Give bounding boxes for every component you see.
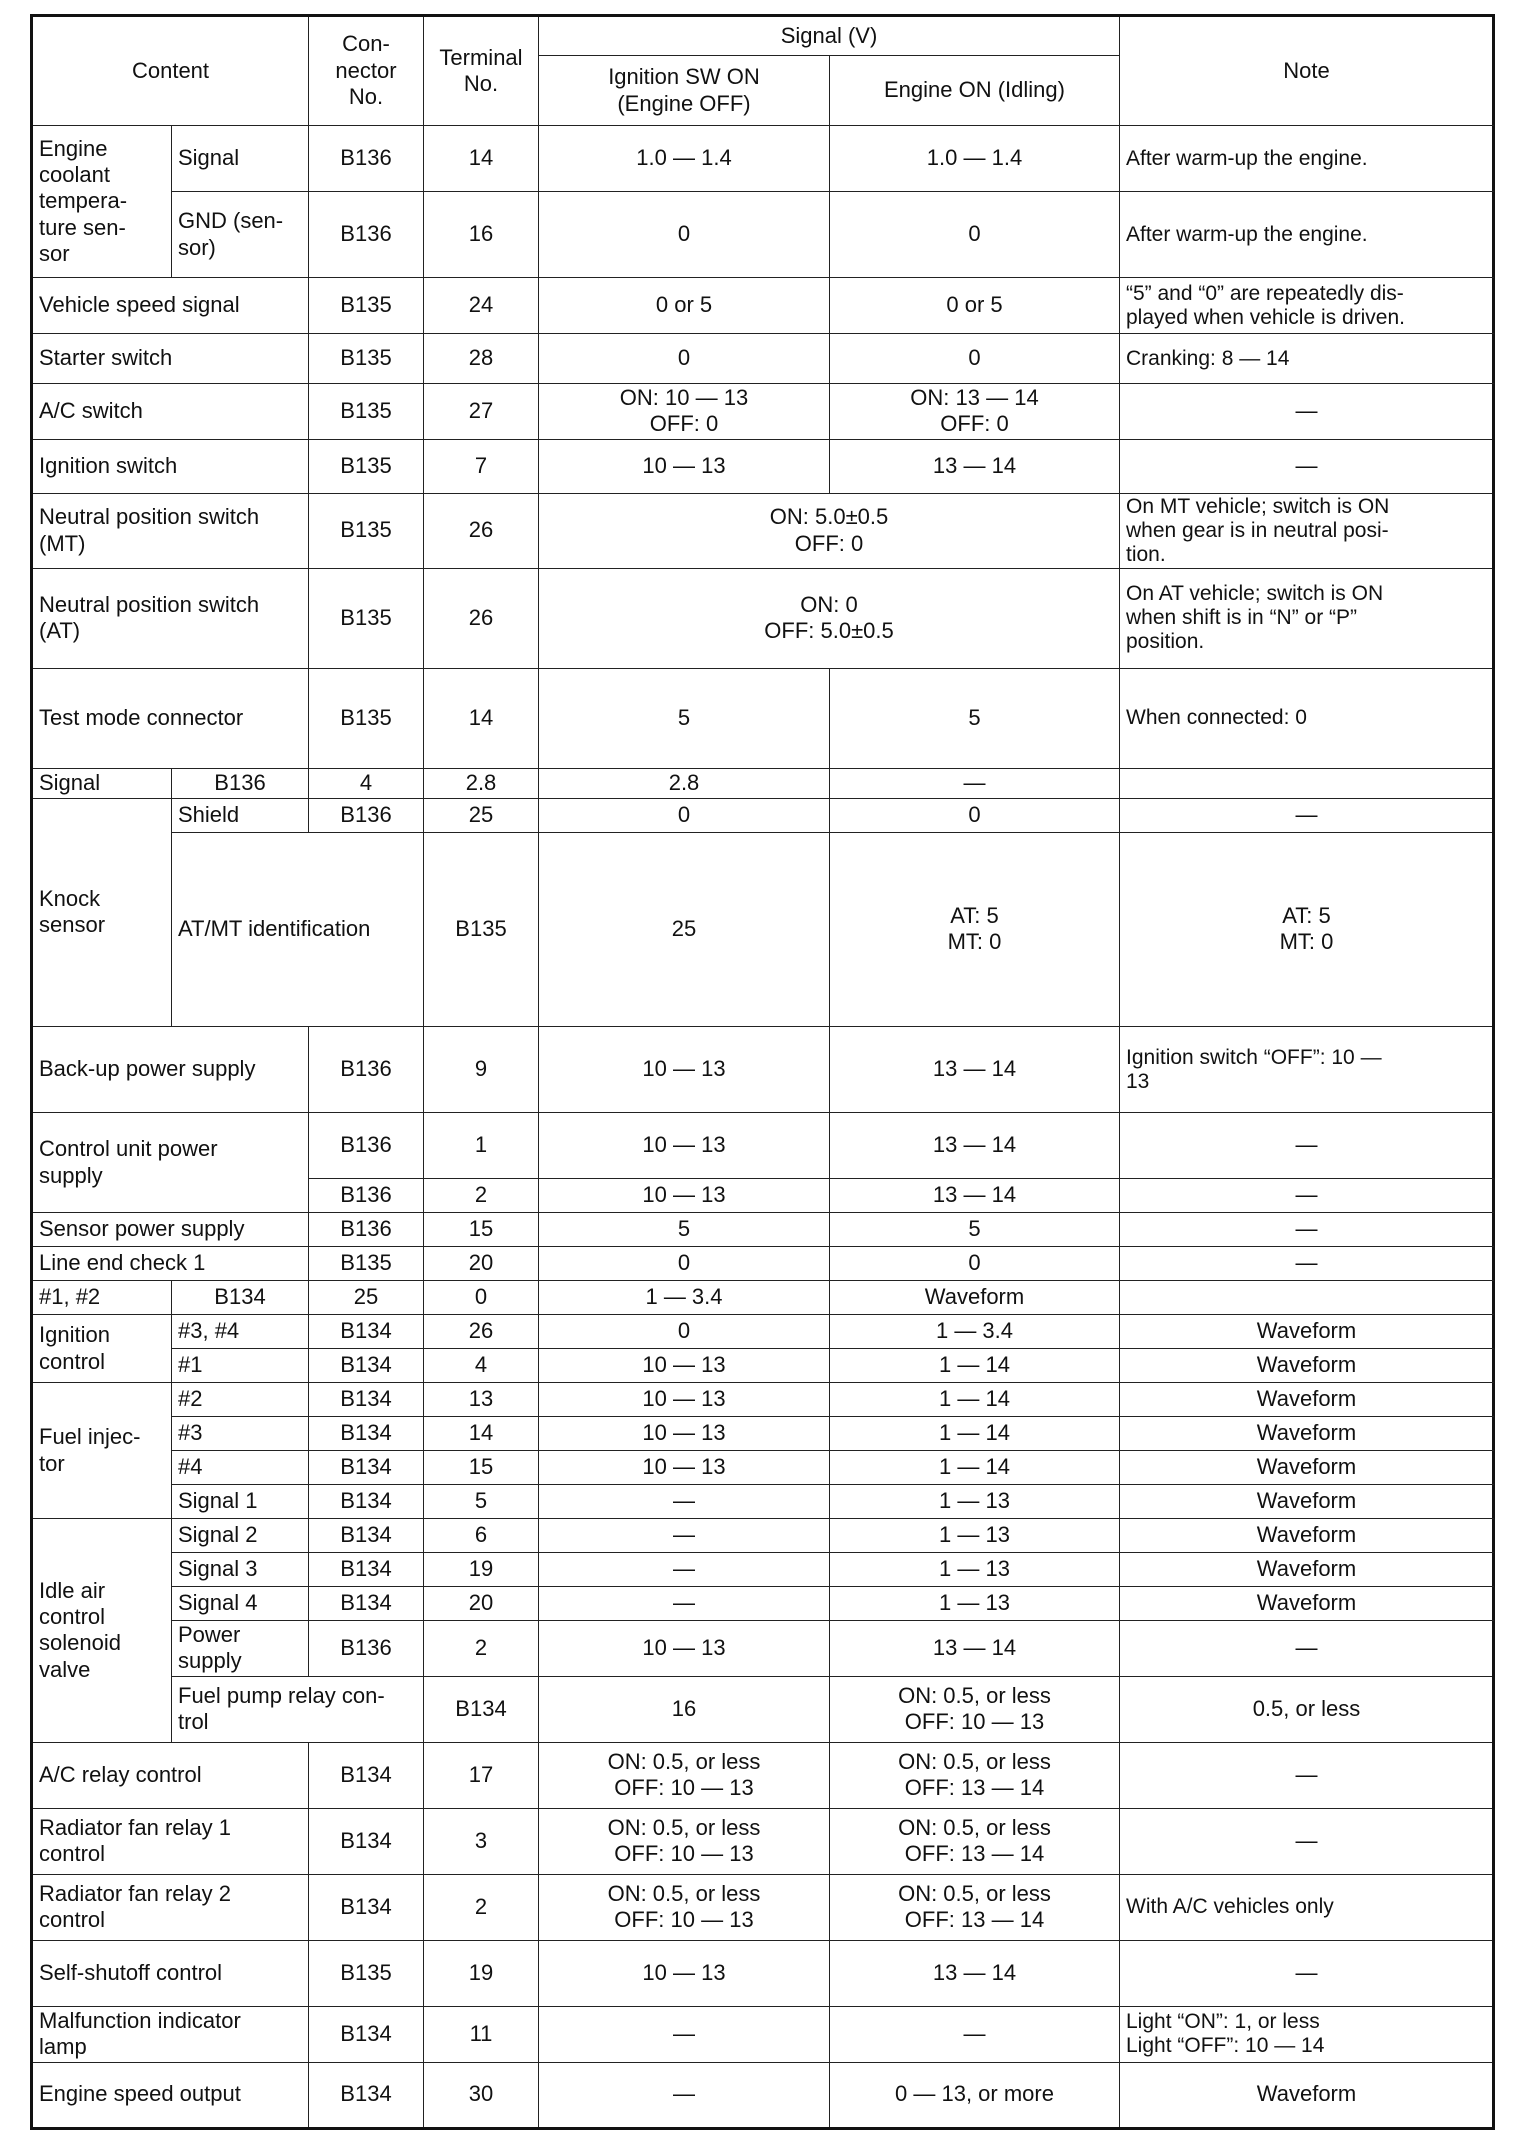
signal-ignition-on: — <box>539 1553 830 1587</box>
terminal-no: 15 <box>424 1213 539 1247</box>
table-row <box>32 832 1494 1027</box>
terminal-no: 25 <box>309 1281 424 1315</box>
signal-ignition-on: 0 <box>539 1247 830 1281</box>
table-row <box>32 1247 1494 1281</box>
note: Waveform <box>1120 1315 1494 1349</box>
signal-engine-on: 1 — 14 <box>830 1349 1120 1383</box>
note: After warm-up the engine. <box>1120 126 1494 192</box>
connector-no: B136 <box>309 1179 424 1213</box>
signal-ignition-on: 5 <box>539 1213 830 1247</box>
connector-no: B136 <box>309 192 424 278</box>
note: Waveform <box>1120 1383 1494 1417</box>
signal-combined: ON: 5.0±0.5 OFF: 0 <box>539 493 1120 568</box>
connector-no: B135 <box>309 278 424 334</box>
note: Waveform <box>1120 1553 1494 1587</box>
item-name: Back-up power supply <box>32 1027 309 1113</box>
signal-ignition-on: 0 or 5 <box>539 278 830 334</box>
note: Waveform <box>830 1281 1120 1315</box>
note: With A/C vehicles only <box>1120 1874 1494 1940</box>
table-row <box>32 1874 1494 1940</box>
signal-ignition-on: ON: 0.5, or less OFF: 10 — 13 <box>830 1676 1120 1742</box>
note: — <box>1120 1213 1494 1247</box>
connector-no: B134 <box>309 1485 424 1519</box>
signal-engine-on: 1 — 3.4 <box>830 1315 1120 1349</box>
table-row <box>32 1027 1494 1113</box>
terminal-no: 16 <box>539 1676 830 1742</box>
table-row <box>32 2062 1494 2128</box>
item-name: Fuel pump relay con- trol <box>172 1676 424 1742</box>
terminal-no: 30 <box>424 2062 539 2128</box>
terminal-no: 14 <box>424 1417 539 1451</box>
item-sub-name: #3 <box>172 1417 309 1451</box>
item-name: Control unit power supply <box>32 1113 309 1213</box>
signal-ignition-on: ON: 0.5, or less OFF: 10 — 13 <box>539 1742 830 1808</box>
connector-no: B134 <box>172 1281 309 1315</box>
signal-engine-on: 1 — 14 <box>830 1383 1120 1417</box>
terminal-no: 16 <box>424 192 539 278</box>
table-row <box>32 1587 1494 1621</box>
header-engine-on-idling: Engine ON (Idling) <box>830 56 1120 126</box>
connector-no: B134 <box>309 1315 424 1349</box>
header-content: Content <box>32 16 309 126</box>
table-row <box>32 1742 1494 1808</box>
signal-engine-on: 13 — 14 <box>830 1179 1120 1213</box>
connector-no: B134 <box>309 1417 424 1451</box>
signal-ignition-on: 10 — 13 <box>539 439 830 493</box>
connector-no: B136 <box>309 1213 424 1247</box>
signal-ignition-on: 10 — 13 <box>539 1621 830 1677</box>
terminal-no: 3 <box>424 1808 539 1874</box>
item-sub-name: #1, #2 <box>32 1281 172 1315</box>
header-connector-no: Con- nector No. <box>309 16 424 126</box>
note: Light “ON”: 1, or less Light “OFF”: 10 — 14 <box>1120 2006 1494 2062</box>
signal-ignition-on: — <box>539 1519 830 1553</box>
item-sub-name: GND (sen- sor) <box>172 192 309 278</box>
signal-engine-on: 13 — 14 <box>830 1027 1120 1113</box>
terminal-no: 2 <box>424 1179 539 1213</box>
group-label-ignition: Ignition control <box>32 1315 172 1383</box>
table-row <box>32 768 1494 798</box>
signal-ignition-on: 10 — 13 <box>539 1027 830 1113</box>
terminal-no: 6 <box>424 1519 539 1553</box>
table-row <box>32 1417 1494 1451</box>
connector-no: B134 <box>424 1676 539 1742</box>
note: “5” and “0” are repeatedly dis- played when vehicle is driven. <box>1120 278 1494 334</box>
table-row <box>32 1621 1494 1677</box>
signal-engine-on: 5 <box>830 1213 1120 1247</box>
ecm-io-signal-table <box>30 14 1495 2130</box>
signal-ignition-on: 1.0 — 1.4 <box>539 126 830 192</box>
signal-engine-on: 13 — 14 <box>830 1113 1120 1179</box>
signal-ignition-on: 10 — 13 <box>539 1179 830 1213</box>
connector-no: B135 <box>424 832 539 1027</box>
terminal-no: 1 <box>424 1113 539 1179</box>
item-sub-name: Signal 3 <box>172 1553 309 1587</box>
group-label-iac: Idle air control solenoid valve <box>32 1519 172 1743</box>
signal-engine-on: ON: 0.5, or less OFF: 13 — 14 <box>830 1808 1120 1874</box>
item-name: Sensor power supply <box>32 1213 309 1247</box>
signal-engine-on: 0 <box>830 192 1120 278</box>
item-sub-name: Signal 1 <box>172 1485 309 1519</box>
table-row <box>32 334 1494 384</box>
connector-no: B134 <box>309 1451 424 1485</box>
table-row <box>32 1113 1494 1179</box>
signal-ignition-on: — <box>539 2062 830 2128</box>
group-label-knock: Knock sensor <box>32 798 172 1027</box>
item-name: Vehicle speed signal <box>32 278 309 334</box>
note: — <box>1120 798 1494 832</box>
table-row <box>32 192 1494 278</box>
connector-no: B135 <box>309 384 424 440</box>
terminal-no: 14 <box>424 126 539 192</box>
signal-ignition-on: — <box>539 2006 830 2062</box>
terminal-no: 19 <box>424 1940 539 2006</box>
note: Waveform <box>1120 1451 1494 1485</box>
connector-no: B134 <box>309 1808 424 1874</box>
item-name: Starter switch <box>32 334 309 384</box>
signal-engine-on: 13 — 14 <box>830 439 1120 493</box>
item-sub-name: #1 <box>172 1349 309 1383</box>
signal-ignition-on: 0 <box>539 1315 830 1349</box>
connector-no: B134 <box>309 2062 424 2128</box>
signal-ignition-on: 0 <box>424 1281 539 1315</box>
item-name: Self-shutoff control <box>32 1940 309 2006</box>
terminal-no: 7 <box>424 439 539 493</box>
signal-engine-on: AT: 5 MT: 0 <box>1120 832 1494 1027</box>
connector-no: B134 <box>309 1587 424 1621</box>
note: — <box>1120 1808 1494 1874</box>
header-note: Note <box>1120 16 1494 126</box>
note: Waveform <box>1120 1587 1494 1621</box>
note: Ignition switch “OFF”: 10 — 13 <box>1120 1027 1494 1113</box>
connector-no: B135 <box>309 334 424 384</box>
note: — <box>1120 1113 1494 1179</box>
signal-ignition-on: 2.8 <box>424 768 539 798</box>
signal-ignition-on: ON: 0.5, or less OFF: 10 — 13 <box>539 1808 830 1874</box>
signal-engine-on: 1.0 — 1.4 <box>830 126 1120 192</box>
note: — <box>1120 439 1494 493</box>
note: — <box>1120 1179 1494 1213</box>
connector-no: B136 <box>309 126 424 192</box>
signal-engine-on: 1 — 13 <box>830 1485 1120 1519</box>
item-sub-name: #4 <box>172 1451 309 1485</box>
terminal-no: 2 <box>424 1621 539 1677</box>
signal-engine-on: 0 <box>830 798 1120 832</box>
signal-ignition-on: AT: 5 MT: 0 <box>830 832 1120 1027</box>
table-row <box>32 1676 1494 1742</box>
table-row <box>32 1553 1494 1587</box>
item-name: Neutral position switch (AT) <box>32 568 309 668</box>
table-row <box>32 126 1494 192</box>
table-row <box>32 1808 1494 1874</box>
table-row <box>32 493 1494 568</box>
terminal-no: 4 <box>424 1349 539 1383</box>
table-row <box>32 1383 1494 1417</box>
table-row <box>32 1940 1494 2006</box>
note: — <box>1120 1247 1494 1281</box>
terminal-no: 15 <box>424 1451 539 1485</box>
signal-engine-on: 1 — 13 <box>830 1519 1120 1553</box>
note: — <box>1120 1940 1494 2006</box>
note: — <box>1120 1621 1494 1677</box>
table-row <box>32 1349 1494 1383</box>
terminal-no: 11 <box>424 2006 539 2062</box>
note: When connected: 0 <box>1120 668 1494 768</box>
signal-ignition-on: 10 — 13 <box>539 1417 830 1451</box>
terminal-no: 2 <box>424 1874 539 1940</box>
note: On AT vehicle; switch is ON when shift is in “N” or “P” position. <box>1120 568 1494 668</box>
terminal-no: 19 <box>424 1553 539 1587</box>
terminal-no: 26 <box>424 493 539 568</box>
table-row <box>32 668 1494 768</box>
signal-engine-on: 0 <box>830 1247 1120 1281</box>
connector-no: B134 <box>309 1742 424 1808</box>
signal-ignition-on: 0 <box>539 334 830 384</box>
connector-no: B134 <box>309 1349 424 1383</box>
item-name: Engine speed output <box>32 2062 309 2128</box>
note: Cranking: 8 — 14 <box>1120 334 1494 384</box>
group-label-injector: Fuel injec- tor <box>32 1383 172 1519</box>
connector-no: B135 <box>309 439 424 493</box>
signal-ignition-on: — <box>539 1587 830 1621</box>
signal-engine-on: 13 — 14 <box>830 1940 1120 2006</box>
signal-engine-on: 2.8 <box>539 768 830 798</box>
item-sub-name: Signal <box>32 768 172 798</box>
signal-engine-on: 0 <box>830 334 1120 384</box>
terminal-no: 20 <box>424 1587 539 1621</box>
group-label-coolant: Engine coolant tempera- ture sen- sor <box>32 126 172 278</box>
signal-engine-on: 13 — 14 <box>830 1621 1120 1677</box>
header-terminal-no: Terminal No. <box>424 16 539 126</box>
connector-no: B135 <box>309 1940 424 2006</box>
signal-ignition-on: 10 — 13 <box>539 1349 830 1383</box>
item-name: Ignition switch <box>32 439 309 493</box>
connector-no: B134 <box>309 1519 424 1553</box>
item-name: Radiator fan relay 1 control <box>32 1808 309 1874</box>
item-name: Radiator fan relay 2 control <box>32 1874 309 1940</box>
signal-ignition-on: 10 — 13 <box>539 1113 830 1179</box>
connector-no: B134 <box>309 1383 424 1417</box>
connector-no: B136 <box>309 798 424 832</box>
item-sub-name: Shield <box>172 798 309 832</box>
item-name: A/C relay control <box>32 1742 309 1808</box>
table-row <box>32 2006 1494 2062</box>
table-body <box>32 126 1494 2129</box>
connector-no: B135 <box>309 568 424 668</box>
signal-combined: ON: 0 OFF: 5.0±0.5 <box>539 568 1120 668</box>
table-row <box>32 1451 1494 1485</box>
item-name: Neutral position switch (MT) <box>32 493 309 568</box>
signal-engine-on: ON: 0.5, or less OFF: 13 — 14 <box>830 1742 1120 1808</box>
table-row <box>32 1213 1494 1247</box>
terminal-no: 25 <box>539 832 830 1027</box>
terminal-no: 25 <box>424 798 539 832</box>
connector-no: B136 <box>309 1027 424 1113</box>
item-sub-name: Power supply <box>172 1621 309 1677</box>
signal-ignition-on: 0 <box>539 798 830 832</box>
signal-ignition-on: 5 <box>539 668 830 768</box>
item-sub-name: #2 <box>172 1383 309 1417</box>
terminal-no: 5 <box>424 1485 539 1519</box>
signal-engine-on: 1 — 3.4 <box>539 1281 830 1315</box>
note: — <box>1120 384 1494 440</box>
note: Waveform <box>1120 1519 1494 1553</box>
table-row <box>32 439 1494 493</box>
header-ignition-sw-on: Ignition SW ON (Engine OFF) <box>539 56 830 126</box>
signal-ignition-on: 10 — 13 <box>539 1940 830 2006</box>
connector-no: B135 <box>309 493 424 568</box>
signal-ignition-on: 10 — 13 <box>539 1383 830 1417</box>
terminal-no: 26 <box>424 568 539 668</box>
table-row <box>32 384 1494 440</box>
item-name: Malfunction indicator lamp <box>32 2006 309 2062</box>
connector-no: B134 <box>309 1553 424 1587</box>
table-row <box>32 568 1494 668</box>
signal-ignition-on: ON: 0.5, or less OFF: 10 — 13 <box>539 1874 830 1940</box>
item-sub-name: Signal 2 <box>172 1519 309 1553</box>
signal-engine-on: ON: 0.5, or less OFF: 13 — 14 <box>830 1874 1120 1940</box>
signal-engine-on: 1 — 14 <box>830 1417 1120 1451</box>
terminal-no: 20 <box>424 1247 539 1281</box>
table-row <box>32 278 1494 334</box>
connector-no: B136 <box>309 1621 424 1677</box>
item-name: A/C switch <box>32 384 309 440</box>
signal-engine-on: 1 — 14 <box>830 1451 1120 1485</box>
signal-engine-on: 5 <box>830 668 1120 768</box>
terminal-no: 24 <box>424 278 539 334</box>
terminal-no: 27 <box>424 384 539 440</box>
connector-no: B135 <box>309 1247 424 1281</box>
table-row <box>32 1315 1494 1349</box>
connector-no: B134 <box>309 1874 424 1940</box>
terminal-no: 4 <box>309 768 424 798</box>
note: After warm-up the engine. <box>1120 192 1494 278</box>
header-signal-v: Signal (V) <box>539 16 1120 56</box>
table-row <box>32 1281 1494 1315</box>
signal-ignition-on: — <box>539 1485 830 1519</box>
signal-engine-on: ON: 13 — 14 OFF: 0 <box>830 384 1120 440</box>
table-row <box>32 1485 1494 1519</box>
note: Waveform <box>1120 2062 1494 2128</box>
item-sub-name: Signal <box>172 126 309 192</box>
terminal-no: 26 <box>424 1315 539 1349</box>
note: — <box>830 768 1120 798</box>
note: Waveform <box>1120 1485 1494 1519</box>
note: — <box>1120 1742 1494 1808</box>
table-row <box>32 1519 1494 1553</box>
connector-no: B135 <box>309 668 424 768</box>
signal-engine-on: 1 — 13 <box>830 1587 1120 1621</box>
note: On MT vehicle; switch is ON when gear is in neutral posi- tion. <box>1120 493 1494 568</box>
terminal-no: 9 <box>424 1027 539 1113</box>
item-name: Line end check 1 <box>32 1247 309 1281</box>
item-name: AT/MT identification <box>172 832 424 1027</box>
terminal-no: 13 <box>424 1383 539 1417</box>
terminal-no: 28 <box>424 334 539 384</box>
signal-engine-on: 1 — 13 <box>830 1553 1120 1587</box>
item-name: Test mode connector <box>32 668 309 768</box>
terminal-no: 14 <box>424 668 539 768</box>
connector-no: B134 <box>309 2006 424 2062</box>
connector-no: B136 <box>172 768 309 798</box>
table-row <box>32 798 1494 832</box>
terminal-no: 17 <box>424 1742 539 1808</box>
signal-ignition-on: 10 — 13 <box>539 1451 830 1485</box>
signal-engine-on: — <box>830 2006 1120 2062</box>
note: Waveform <box>1120 1417 1494 1451</box>
item-sub-name: Signal 4 <box>172 1587 309 1621</box>
signal-engine-on: 0 — 13, or more <box>830 2062 1120 2128</box>
item-sub-name: #3, #4 <box>172 1315 309 1349</box>
connector-no: B136 <box>309 1113 424 1179</box>
signal-engine-on: 0 or 5 <box>830 278 1120 334</box>
signal-engine-on: 0.5, or less <box>1120 1676 1494 1742</box>
signal-ignition-on: 0 <box>539 192 830 278</box>
signal-ignition-on: ON: 10 — 13 OFF: 0 <box>539 384 830 440</box>
note: Waveform <box>1120 1349 1494 1383</box>
